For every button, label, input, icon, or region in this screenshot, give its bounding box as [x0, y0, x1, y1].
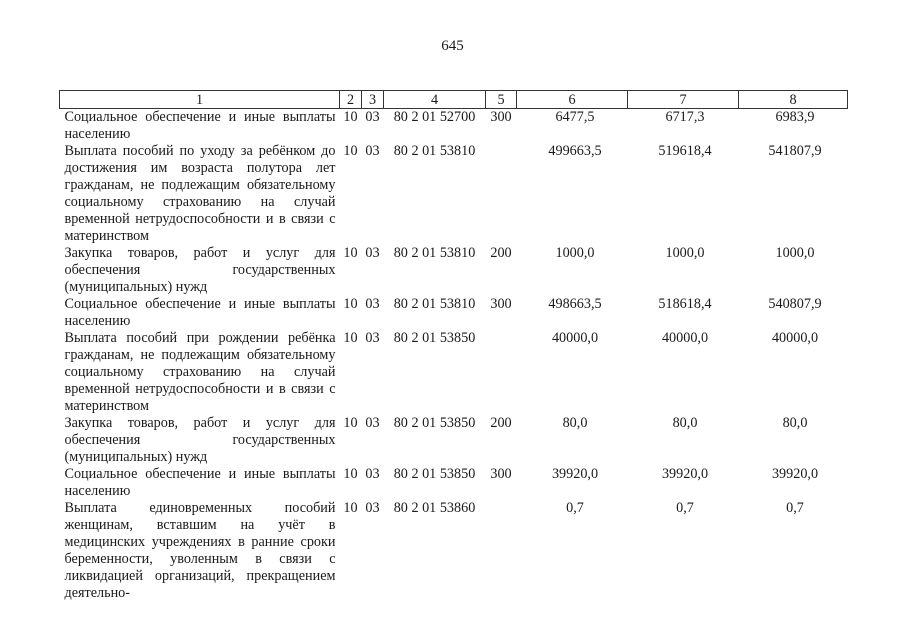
table-row: [60, 296, 848, 330]
table-header: [60, 91, 848, 109]
row-expense-type: 300: [490, 466, 512, 482]
row-value-col6: 40000,0: [551, 330, 599, 346]
row-value-col8: 541807,9: [768, 143, 822, 159]
row-value-col7: 80,0: [672, 415, 698, 431]
row-value-col8: 1000,0: [775, 245, 815, 261]
page-number: 645: [441, 38, 464, 54]
row-value-col6: 498663,5: [548, 296, 602, 312]
row-name: Закупка товаров, работ и услуг для обеспечения государственных (муниципальных) нужд: [64, 245, 336, 295]
row-section: 10: [343, 466, 358, 482]
row-subsection: 03: [365, 296, 380, 312]
row-expense-type: [486, 143, 517, 245]
row-value-col7: 6717,3: [665, 109, 705, 125]
row-name: Закупка товаров, работ и услуг для обеспечения государственных (муниципальных) нужд: [64, 415, 336, 465]
row-expense-type: 200: [490, 245, 512, 261]
header-col-1: 1: [60, 91, 340, 109]
row-name: Выплата пособий по уходу за ребёнком до достижения им возраста полутора лет гражданам, не подлежащим обязательному социальному страхованию на случай временной нетрудоспособности и в связи с материнством: [64, 143, 336, 244]
row-value-col7: 0,7: [676, 500, 694, 516]
row-value-col7: 39920,0: [661, 466, 709, 482]
table-body: [60, 109, 848, 603]
row-name: Выплата пособий при рождении ребёнка гражданам, не подлежащим обязательному социальному страхованию на случай временной нетрудоспособности и в связи с материнством: [64, 330, 336, 414]
row-subsection: 03: [365, 245, 380, 261]
row-value-col6: 6477,5: [555, 109, 595, 125]
row-value-col7: 519618,4: [658, 143, 712, 159]
header-col-6: 6: [517, 91, 628, 109]
row-section: 10: [343, 330, 358, 346]
row-section: 10: [343, 296, 358, 312]
header-col-8: 8: [739, 91, 848, 109]
budget-table: [59, 90, 848, 602]
row-value-col8: 40000,0: [771, 330, 819, 346]
row-section: 10: [343, 143, 358, 159]
row-expense-type: 300: [490, 109, 512, 125]
table-row: [60, 466, 848, 500]
header-row: [60, 91, 848, 109]
header-col-3: 3: [362, 91, 384, 109]
table-row: [60, 500, 848, 602]
row-value-col6: 39920,0: [551, 466, 599, 482]
row-value-col7: 518618,4: [658, 296, 712, 312]
table-row: [60, 109, 848, 144]
row-section: 10: [343, 245, 358, 261]
row-value-col8: 6983,9: [775, 109, 815, 125]
row-expense-type: [486, 330, 517, 415]
row-expense-type: [486, 500, 517, 602]
row-subsection: 03: [365, 415, 380, 431]
row-section: 10: [343, 109, 358, 125]
row-target-code: 80 2 01 53860: [393, 500, 476, 516]
row-target-code: 80 2 01 53850: [393, 466, 476, 482]
row-expense-type: 300: [490, 296, 512, 312]
row-subsection: 03: [365, 109, 380, 125]
row-section: 10: [343, 415, 358, 431]
table-row: [60, 330, 848, 415]
row-subsection: 03: [365, 500, 380, 516]
row-value-col7: 1000,0: [665, 245, 705, 261]
row-value-col8: 0,7: [786, 500, 804, 516]
row-value-col6: 1000,0: [555, 245, 595, 261]
row-name: Социальное обеспечение и иные выплаты населению: [64, 109, 336, 142]
row-target-code: 80 2 01 53810: [393, 296, 476, 312]
row-expense-type: 200: [490, 415, 512, 431]
row-value-col8: 540807,9: [768, 296, 822, 312]
row-subsection: 03: [365, 330, 380, 346]
row-target-code: 80 2 01 53810: [393, 143, 476, 159]
header-col-4: 4: [384, 91, 486, 109]
header-col-7: 7: [628, 91, 739, 109]
row-value-col6: 0,7: [566, 500, 584, 516]
row-name: Выплата единовременных пособий женщинам, вставшим на учёт в медицинских учреждениях в ранние сроки беременности, уволенным в связи с ликвидацией организаций, прекращением деятельно-: [64, 500, 336, 601]
row-value-col8: 39920,0: [771, 466, 819, 482]
row-value-col7: 40000,0: [661, 330, 709, 346]
row-target-code: 80 2 01 52700: [393, 109, 476, 125]
row-value-col6: 80,0: [562, 415, 588, 431]
table-row: [60, 245, 848, 296]
row-section: 10: [343, 500, 358, 516]
row-name: Социальное обеспечение и иные выплаты населению: [64, 296, 336, 329]
row-value-col8: 80,0: [782, 415, 808, 431]
row-name: Социальное обеспечение и иные выплаты населению: [64, 466, 336, 499]
row-value-col6: 499663,5: [548, 143, 602, 159]
table-row: [60, 415, 848, 466]
header-col-2: 2: [340, 91, 362, 109]
row-target-code: 80 2 01 53850: [393, 415, 476, 431]
row-target-code: 80 2 01 53810: [393, 245, 476, 261]
table-row: [60, 143, 848, 245]
row-subsection: 03: [365, 143, 380, 159]
header-col-5: 5: [486, 91, 517, 109]
row-subsection: 03: [365, 466, 380, 482]
row-target-code: 80 2 01 53850: [393, 330, 476, 346]
